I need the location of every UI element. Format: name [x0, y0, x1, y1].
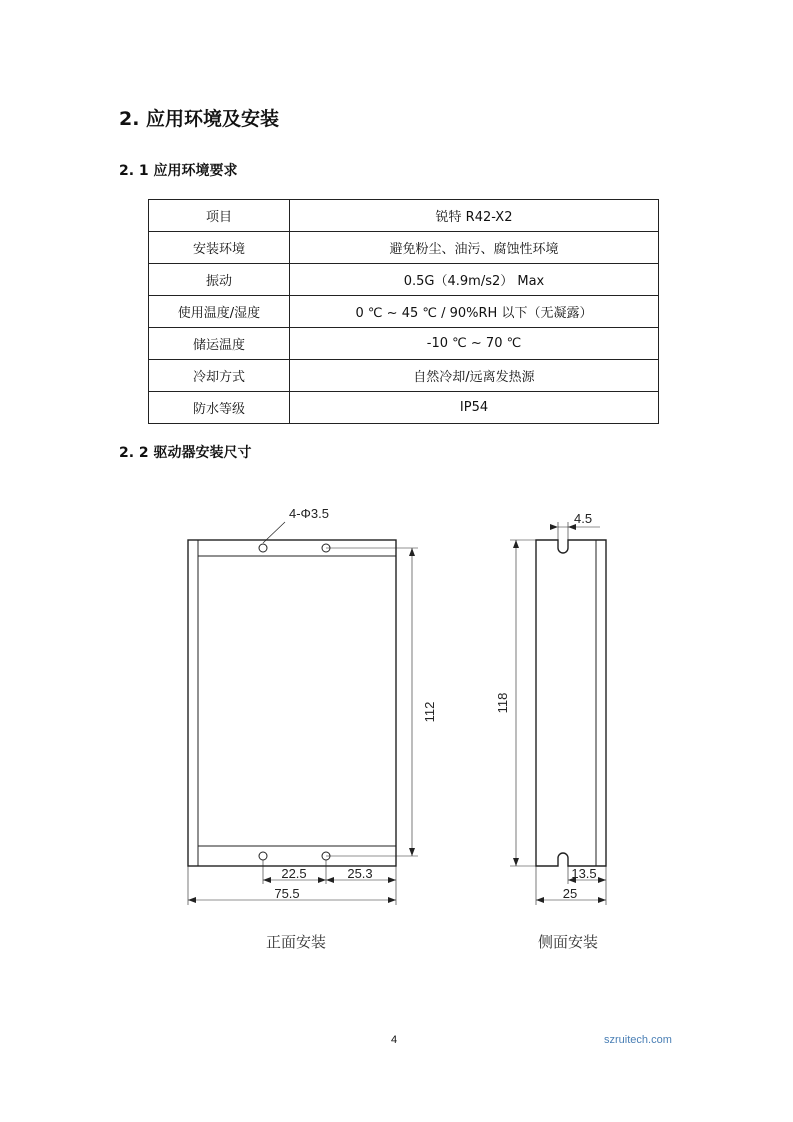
- website-link[interactable]: szruitech.com: [604, 1034, 672, 1046]
- page-number: 4: [391, 1034, 398, 1046]
- table-cell: 0 ℃ ~ 45 ℃ / 90%RH 以下（无凝露）: [290, 296, 659, 328]
- dim-label: 112: [422, 701, 437, 723]
- dim-label: 75.5: [274, 886, 300, 901]
- table-cell: IP54: [290, 392, 659, 424]
- subsection-title-dimensions: 2. 2 驱动器安装尺寸: [119, 445, 252, 461]
- table-cell: 项目: [149, 200, 290, 232]
- dim-label: 4.5: [574, 511, 593, 526]
- dim-label: 118: [495, 692, 510, 714]
- hole-label: 4-Φ3.5: [289, 506, 330, 521]
- table-cell: 储运温度: [149, 328, 290, 360]
- table-cell: 自然冷却/远离发热源: [290, 360, 659, 392]
- front-view-caption: 正面安装: [265, 933, 327, 951]
- table-cell: 使用温度/湿度: [149, 296, 290, 328]
- table-cell: -10 ℃ ~ 70 ℃: [290, 328, 659, 360]
- subsection-title-environment: 2. 1 应用环境要求: [119, 163, 238, 179]
- side-view-caption: 侧面安装: [537, 933, 599, 951]
- section-title: 2. 应用环境及安装: [119, 108, 280, 130]
- dim-label: 22.5: [281, 866, 307, 881]
- table-cell: 0.5G（4.9m/s2） Max: [290, 264, 659, 296]
- dim-label: 13.5: [571, 866, 597, 881]
- table-cell: 冷却方式: [149, 360, 290, 392]
- dim-label: 25.3: [347, 866, 373, 881]
- table-cell: 防水等级: [149, 392, 290, 424]
- table-cell: 锐特 R42-X2: [290, 200, 659, 232]
- table-cell: 避免粉尘、油污、腐蚀性环境: [290, 232, 659, 264]
- dim-label: 25: [562, 886, 578, 901]
- table-cell: 安装环境: [149, 232, 290, 264]
- table-cell: 振动: [149, 264, 290, 296]
